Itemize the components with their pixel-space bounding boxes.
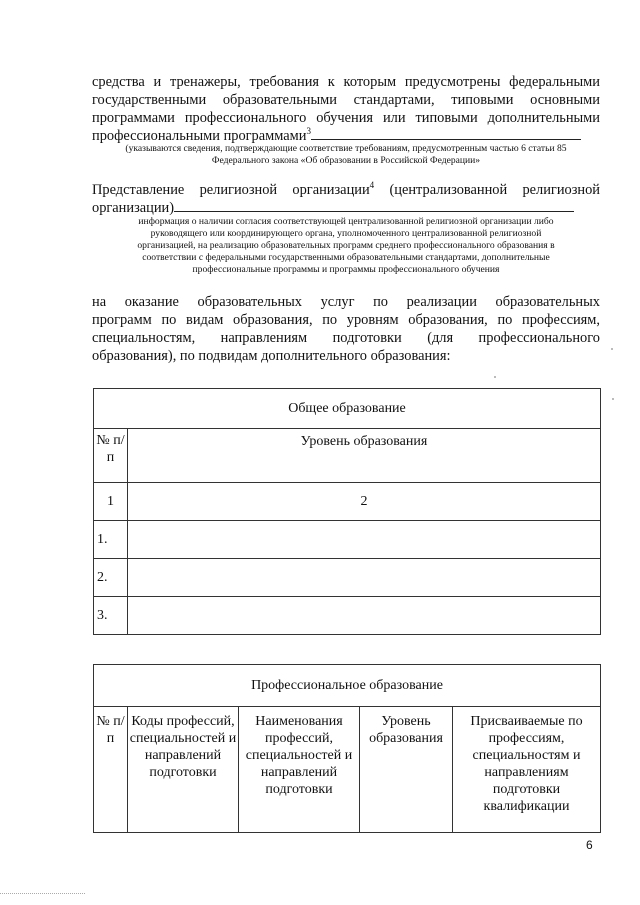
hint-line: руководящего или координирующего органа, уполномоченного централизованной религиозной: [150, 228, 542, 239]
table-professional-education: [93, 664, 601, 833]
hint-line: профессиональные программы и программы профессионального обучения: [192, 264, 500, 275]
column-header-codes: Коды профессий, специальностей и направлений подготовки: [128, 707, 239, 833]
column-header-level: Уровень образования: [128, 429, 601, 483]
table-title: Общее образование: [94, 389, 601, 429]
row-number: 1.: [94, 521, 128, 559]
table-title: Профессиональное образование: [94, 665, 601, 707]
hint-line: (указываются сведения, подтверждающие соответствие требованиям, предусмотренным частью 6 статьи 85: [125, 143, 567, 154]
text-span: Представление религиозной организации: [92, 182, 370, 198]
paragraph-religious: [92, 181, 600, 217]
column-header-number: № п/п: [94, 707, 128, 833]
text-line: программами профессионального обучения или типовыми дополнительными: [92, 110, 600, 126]
hint-religious: [92, 216, 600, 276]
column-header-names: Наименования профессий, специальностей и направлений подготовки: [239, 707, 360, 833]
footnote-mark: 4: [369, 180, 375, 191]
column-header-qualification: Присваиваемые по профессиям, специальностям и направлениям подготовки квалификации: [453, 707, 601, 833]
text-line: средства и тренажеры, требования к которым предусмотрены федеральными: [92, 74, 600, 90]
hint-line: соответствии с федеральными государственными образовательными стандартами, дополнительные: [142, 252, 550, 263]
paragraph-services: [92, 293, 600, 365]
text-line: на оказание образовательных услуг по реализации образовательных: [92, 294, 600, 310]
hint-line: Федерального закона «Об образовании в Российской Федерации»: [211, 155, 481, 166]
text-line: профессиональными программами: [92, 128, 307, 144]
page-edge-divider: [0, 893, 85, 894]
column-index-number: 1: [94, 483, 128, 521]
row-number: 3.: [94, 597, 128, 635]
scan-artifact: [494, 376, 496, 378]
fill-in-line[interactable]: [311, 127, 581, 140]
text-line: организации): [92, 200, 175, 216]
column-header-level: Уровень образования: [360, 707, 453, 833]
table-general-education: [93, 388, 601, 635]
page-number: 6: [586, 838, 593, 852]
scan-artifact: [611, 348, 613, 350]
hint-line: информация о наличии согласия соответствующей централизованной религиозной организации либо: [138, 216, 554, 227]
column-index-level: 2: [128, 483, 601, 521]
table-cell-empty[interactable]: [128, 597, 601, 635]
text-line-with-fill: [92, 199, 600, 217]
paragraph-equipment: [92, 73, 600, 145]
fill-in-line[interactable]: [174, 199, 574, 212]
scan-artifact: [612, 398, 614, 400]
column-header-number: № п/п: [94, 429, 128, 483]
text-line: государственными образовательными стандартами, типовыми основными: [92, 92, 600, 108]
footnote-mark: 3: [306, 126, 311, 137]
table-cell-empty[interactable]: [128, 521, 601, 559]
text-span: (централизованной религиозной: [374, 182, 600, 198]
hint-line: организацией, на реализацию образовательных программ среднего профессионального образования в: [137, 240, 555, 251]
text-line: специальностям, направлениям подготовки (для профессионального: [92, 330, 600, 346]
table-cell-empty[interactable]: [128, 559, 601, 597]
hint-equipment: [86, 143, 606, 167]
text-line: программ по видам образования, по уровням образования, по профессиям,: [92, 312, 600, 328]
text-line: [92, 181, 600, 199]
text-line: образования), по подвидам дополнительного образования:: [92, 348, 451, 364]
row-number: 2.: [94, 559, 128, 597]
